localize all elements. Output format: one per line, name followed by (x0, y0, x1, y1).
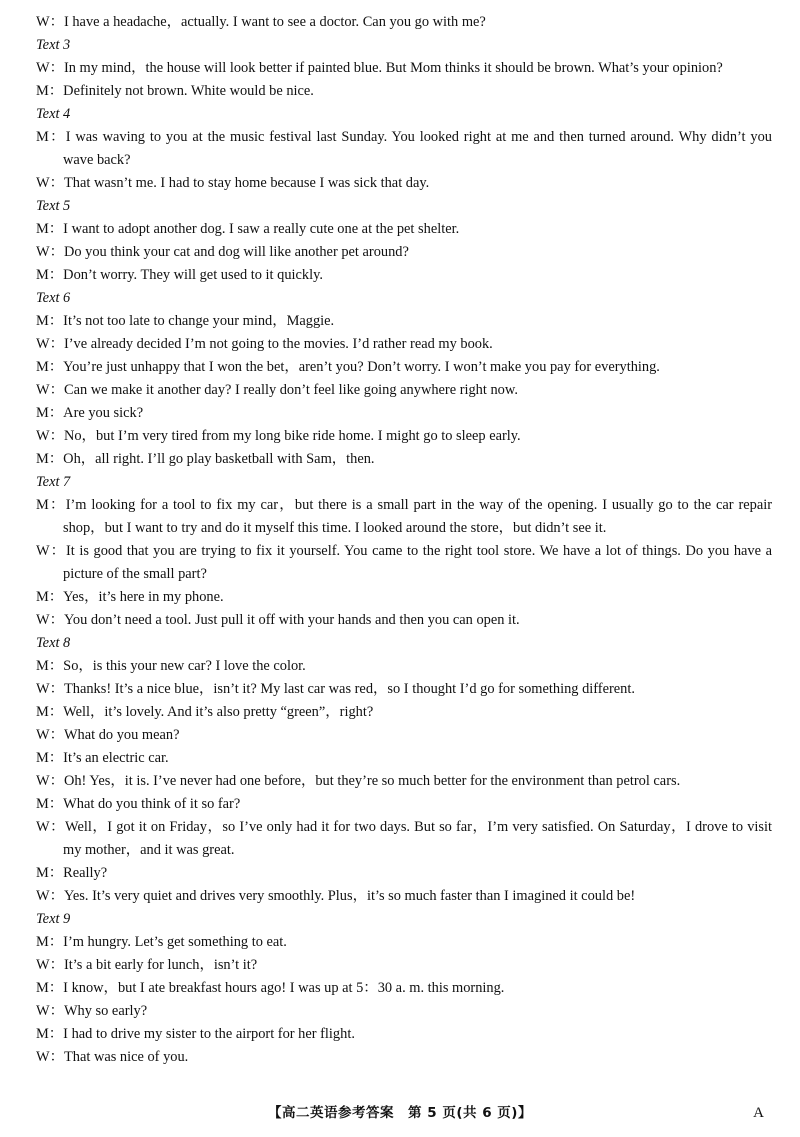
text-section-heading: Text 5 (36, 198, 71, 214)
dialogue-line: W：That wasn’t me. I had to stay home because I was sick that day. (36, 175, 430, 191)
dialogue-line: M：Really? (36, 865, 108, 881)
dialogue-line: W：What do you mean? (36, 727, 180, 743)
dialogue-line: W：Well，I got it on Friday，so I’ve only had it for two days. But so far，I’m very satisfied. On Saturday，I drove to visit my mother，and it was great. (36, 819, 772, 858)
dialogue-line: M：It’s not too late to change your mind，Maggie. (36, 313, 335, 329)
page-footer (0, 1101, 800, 1125)
dialogue-line: M：You’re just unhappy that I won the bet，aren’t you? Don’t worry. I won’t make you pay for everything. (36, 359, 660, 375)
footer-version-label: A (753, 1105, 764, 1121)
dialogue-line: M：I’m hungry. Let’s get something to eat. (36, 934, 287, 950)
dialogue-line: W：In my mind，the house will look better if painted blue. But Mom thinks it should be brown. What’s your opinion? (36, 60, 723, 76)
dialogue-line: M：I’m looking for a tool to fix my car，but there is a small part in the way of the opening. I usually go to the car repair shop，but I want to try and do it myself this time. I looked around the store，but didn’t see it. (36, 497, 772, 536)
dialogue-line: M：Yes，it’s here in my phone. (36, 589, 224, 605)
text-section-heading: Text 9 (36, 911, 71, 927)
dialogue-line: W：Can we make it another day? I really don’t feel like going anywhere right now. (36, 382, 518, 398)
text-section-heading: Text 4 (36, 106, 71, 122)
dialogue-line: M：So，is this your new car? I love the color. (36, 658, 306, 674)
dialogue-line: W：I’ve already decided I’m not going to the movies. I’d rather read my book. (36, 336, 493, 352)
transcript-body (36, 11, 772, 1069)
text-section-heading: Text 6 (36, 290, 71, 306)
dialogue-line: W：You don’t need a tool. Just pull it off with your hands and then you can open it. (36, 612, 520, 628)
dialogue-line: W：Yes. It’s very quiet and drives very smoothly. Plus，it’s so much faster than I imagined it could be! (36, 888, 636, 904)
dialogue-line: W：Thanks! It’s a nice blue，isn’t it? My last car was red，so I thought I’d go for something different. (36, 681, 635, 697)
dialogue-line: M：Definitely not brown. White would be nice. (36, 83, 314, 99)
dialogue-line: M：Well，it’s lovely. And it’s also pretty “green”，right? (36, 704, 374, 720)
text-section-heading: Text 8 (36, 635, 71, 651)
text-section-heading: Text 7 (36, 474, 71, 490)
dialogue-line: M：I want to adopt another dog. I saw a really cute one at the pet shelter. (36, 221, 460, 237)
dialogue-line: W：It’s a bit early for lunch，isn’t it? (36, 957, 258, 973)
dialogue-line: W：Why so early? (36, 1003, 148, 1019)
dialogue-line: W：I have a headache，actually. I want to see a doctor. Can you go with me? (36, 14, 486, 30)
dialogue-line: M：What do you think of it so far? (36, 796, 241, 812)
dialogue-line: W：No，but I’m very tired from my long bike ride home. I might go to sleep early. (36, 428, 521, 444)
dialogue-line: M：It’s an electric car. (36, 750, 169, 766)
dialogue-line: M：I was waving to you at the music festival last Sunday. You looked right at me and then turned around. Why didn’t you wave back? (36, 129, 772, 168)
dialogue-line: W：Do you think your cat and dog will like another pet around? (36, 244, 409, 260)
dialogue-line: M：Don’t worry. They will get used to it quickly. (36, 267, 323, 283)
footer-title: 【高二英语参考答案 第 5 页(共 6 页)】 (268, 1105, 532, 1121)
dialogue-line: M：Oh，all right. I’ll go play basketball with Sam，then. (36, 451, 375, 467)
dialogue-line: M：I had to drive my sister to the airport for her flight. (36, 1026, 355, 1042)
dialogue-line: M：I know，but I ate breakfast hours ago! I was up at 5：30 a. m. this morning. (36, 980, 505, 996)
dialogue-line: W：Oh! Yes，it is. I’ve never had one before，but they’re so much better for the environment than petrol cars. (36, 773, 681, 789)
text-section-heading: Text 3 (36, 37, 71, 53)
dialogue-line: M：Are you sick? (36, 405, 144, 421)
dialogue-line: W：It is good that you are trying to fix it yourself. You came to the right tool store. We have a lot of things. Do you have a picture of the small part? (36, 543, 772, 582)
dialogue-line: W：That was nice of you. (36, 1049, 189, 1065)
